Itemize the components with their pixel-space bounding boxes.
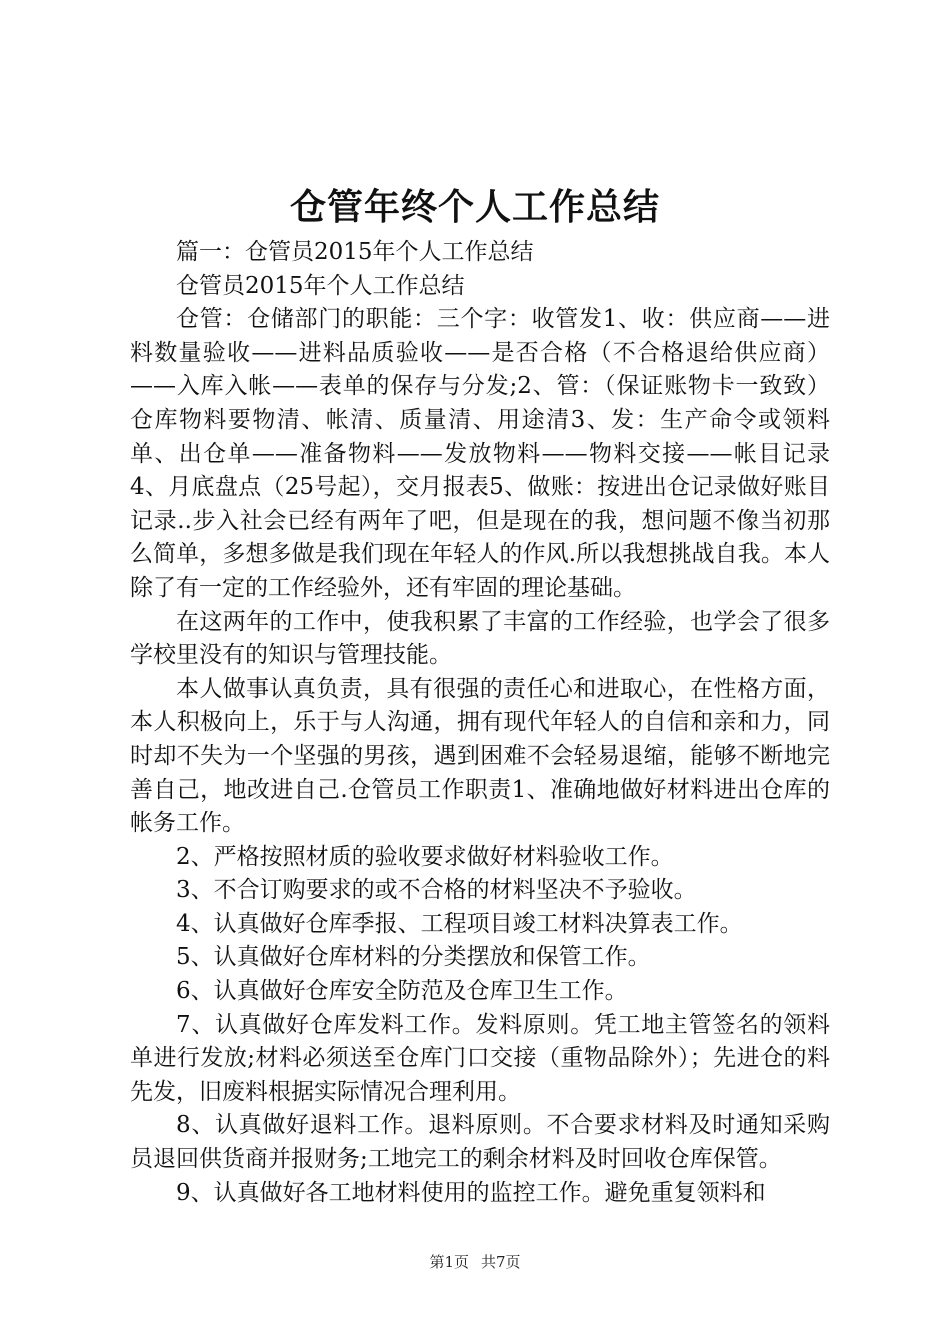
paragraph-item-5: 5、认真做好仓库材料的分类摆放和保管工作。 xyxy=(176,944,651,971)
page-total: 共7页 xyxy=(481,1253,521,1271)
page-footer xyxy=(0,1252,950,1272)
document-body xyxy=(130,236,830,1210)
paragraph-item-2: 2、严格按照材质的验收要求做好材料验收工作。 xyxy=(176,843,674,870)
document-title: 仓管年终个人工作总结 xyxy=(289,187,660,228)
paragraph-item-7: 7、认真做好仓库发料工作。发料原则。凭工地主管签名的领料单进行发放;材料必须送至仓库门口交接（重物品除外）；先进仓的料先发，旧废料根据实际情况合理利用。 xyxy=(130,1011,830,1105)
paragraph-experience: 在这两年的工作中，使我积累了丰富的工作经验，也学会了很多学校里没有的知识与管理技能。 xyxy=(130,608,830,669)
paragraph-item-9: 9、认真做好各工地材料使用的监控工作。避免重复领料和 xyxy=(176,1179,766,1206)
paragraph-item-4: 4、认真做好仓库季报、工程项目竣工材料决算表工作。 xyxy=(176,910,743,937)
paragraph-item-6: 6、认真做好仓库安全防范及仓库卫生工作。 xyxy=(176,978,628,1005)
paragraph-subtitle: 仓管员2015年个人工作总结 xyxy=(176,272,465,299)
paragraph-personality: 本人做事认真负责，具有很强的责任心和进取心，在性格方面，本人积极向上，乐于与人沟通，拥有现代年轻人的自信和亲和力，同时却不失为一个坚强的男孩，遇到困难不会轻易退缩，能够不断地完善自己，地改进自己.仓管员工作职责1、准确地做好材料进出仓库的帐务工作。 xyxy=(130,675,830,837)
paragraph-section-heading: 篇一：仓管员2015年个人工作总结 xyxy=(176,239,534,265)
paragraph-duties-overview: 仓管：仓储部门的职能：三个字：收管发1、收：供应商——进料数量验收——进料品质验收——是否合格（不合格退给供应商）——入库入帐——表单的保存与分发;2、管：（保证账物卡一致致）仓库物料要物清、帐清、质量清、用途清3、发：生产命令或领料单、出仓单——准备物料——发放物料——物料交接——帐目记录4、月底盘点（25号起），交月报表5、做账：按进出仓记录做好账目记录..步入社会已经有两年了吧，但是现在的我，想问题不像当初那么简单，多想多做是我们现在年轻人的作风.所以我想挑战自我。本人除了有一定的工作经验外，还有牢固的理论基础。 xyxy=(130,306,830,601)
page-number: 第1页 xyxy=(429,1253,469,1271)
paragraph-item-3: 3、不合订购要求的或不合格的材料坚决不予验收。 xyxy=(176,877,697,904)
paragraph-item-8: 8、认真做好退料工作。退料原则。不合要求材料及时通知采购员退回供货商并报财务;工地完工的剩余材料及时回收仓库保管。 xyxy=(130,1112,830,1173)
